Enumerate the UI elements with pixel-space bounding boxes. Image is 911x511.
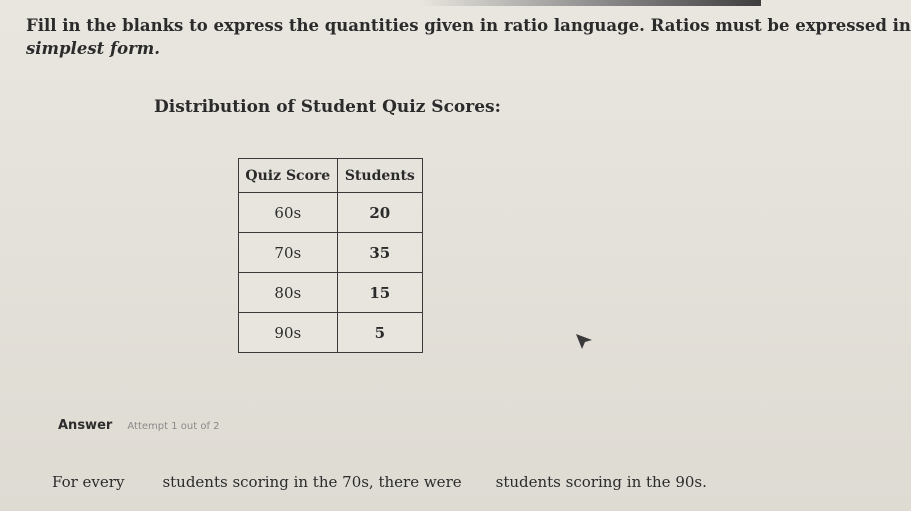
table-header-row <box>239 159 423 193</box>
header-quiz-score: Quiz Score <box>239 159 338 193</box>
score-cell: 60s <box>239 193 338 233</box>
score-cell: 70s <box>239 233 338 273</box>
students-cell: 5 <box>337 313 422 353</box>
answer-sentence <box>52 464 707 500</box>
students-cell: 35 <box>337 233 422 273</box>
table-row <box>239 273 423 313</box>
table-row <box>239 313 423 353</box>
quiz-score-table <box>238 158 423 353</box>
table-title: Distribution of Student Quiz Scores: <box>154 97 501 117</box>
students-cell: 15 <box>337 273 422 313</box>
instructions <box>26 14 911 60</box>
attempt-counter: Attempt 1 out of 2 <box>127 421 220 432</box>
mouse-pointer-icon <box>573 331 595 353</box>
blank-input-1[interactable] <box>125 464 161 500</box>
sentence-part-2: students scoring in the 70s, there were <box>162 473 462 491</box>
score-cell: 90s <box>239 313 338 353</box>
answer-header <box>58 414 220 433</box>
table-row <box>239 193 423 233</box>
students-cell: 20 <box>337 193 422 233</box>
answer-label: Answer <box>58 418 113 433</box>
header-students: Students <box>337 159 422 193</box>
top-edge-strip <box>0 0 761 6</box>
blank-input-2[interactable] <box>463 464 495 500</box>
table-row <box>239 233 423 273</box>
score-cell: 80s <box>239 273 338 313</box>
instructions-line-1: Fill in the blanks to express the quantities given in ratio language. Ratios must be expressed in <box>26 16 911 35</box>
sentence-part-3: students scoring in the 90s. <box>495 473 707 491</box>
sentence-part-1: For every <box>52 473 125 491</box>
instructions-line-2: simplest form. <box>26 39 160 58</box>
